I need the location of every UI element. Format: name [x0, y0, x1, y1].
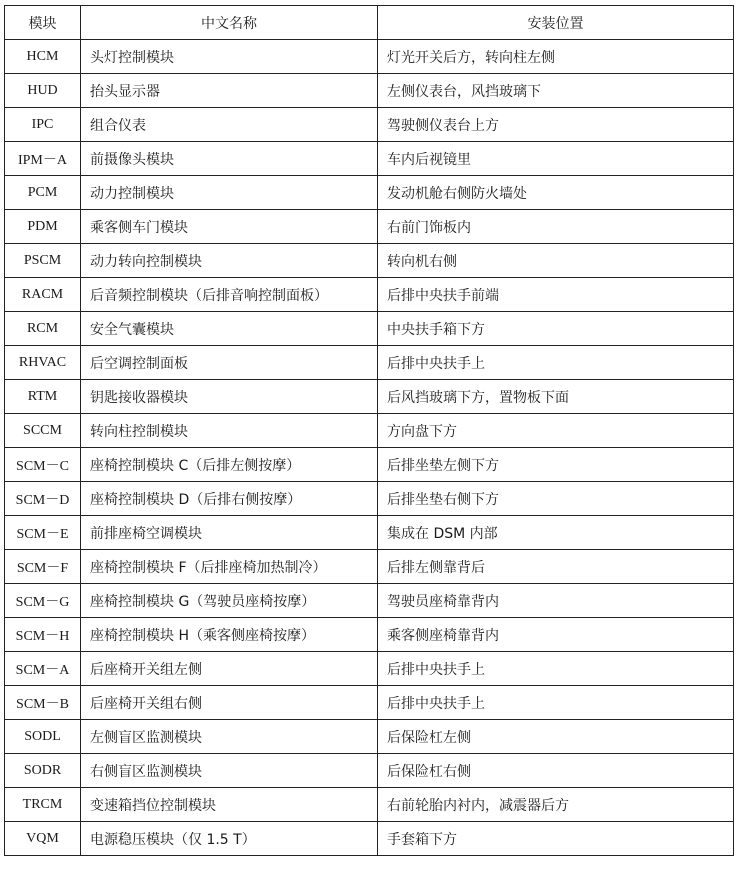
install-location-cell: 后排中央扶手上: [378, 652, 734, 686]
install-location-cell: 驾驶侧仪表台上方: [378, 108, 734, 142]
table-row: [5, 448, 734, 482]
module-name-cell: 座椅控制模块 F（后排座椅加热制冷）: [81, 550, 378, 584]
module-code-cell: PCM: [5, 176, 81, 210]
module-code-cell: SCM－D: [5, 482, 81, 516]
module-name-cell: 头灯控制模块: [81, 40, 378, 74]
install-location-cell: 手套箱下方: [378, 822, 734, 856]
table-row: [5, 720, 734, 754]
install-location-cell: 后保险杠右侧: [378, 754, 734, 788]
module-name-cell: 左侧盲区监测模块: [81, 720, 378, 754]
table-row: [5, 754, 734, 788]
module-code-cell: IPM－A: [5, 142, 81, 176]
module-name-cell: 后空调控制面板: [81, 346, 378, 380]
module-code-cell: TRCM: [5, 788, 81, 822]
table-row: [5, 652, 734, 686]
install-location-cell: 车内后视镜里: [378, 142, 734, 176]
install-location-cell: 驾驶员座椅靠背内: [378, 584, 734, 618]
install-location-cell: 后排中央扶手上: [378, 686, 734, 720]
module-code-cell: VQM: [5, 822, 81, 856]
install-location-cell: 后排中央扶手前端: [378, 278, 734, 312]
module-code-cell: HUD: [5, 74, 81, 108]
table-row: [5, 686, 734, 720]
table-row: [5, 516, 734, 550]
module-code-cell: SODL: [5, 720, 81, 754]
module-name-cell: 动力控制模块: [81, 176, 378, 210]
install-location-cell: 发动机舱右侧防火墙处: [378, 176, 734, 210]
module-name-cell: 座椅控制模块 C（后排左侧按摩）: [81, 448, 378, 482]
module-code-cell: SCCM: [5, 414, 81, 448]
module-code-cell: IPC: [5, 108, 81, 142]
table-row: [5, 142, 734, 176]
module-code-cell: SCM－G: [5, 584, 81, 618]
module-code-cell: SODR: [5, 754, 81, 788]
module-code-cell: RCM: [5, 312, 81, 346]
table-row: [5, 346, 734, 380]
module-name-cell: 后音频控制模块（后排音响控制面板）: [81, 278, 378, 312]
header-install-location: 安装位置: [378, 6, 734, 40]
module-code-cell: PSCM: [5, 244, 81, 278]
install-location-cell: 方向盘下方: [378, 414, 734, 448]
module-location-table: [4, 5, 734, 856]
table-row: [5, 108, 734, 142]
table-row: [5, 210, 734, 244]
table-row: [5, 176, 734, 210]
table-row: [5, 482, 734, 516]
module-name-cell: 电源稳压模块（仅 1.5 T）: [81, 822, 378, 856]
module-name-cell: 右侧盲区监测模块: [81, 754, 378, 788]
install-location-cell: 转向机右侧: [378, 244, 734, 278]
table-body: [5, 40, 734, 856]
install-location-cell: 后风挡玻璃下方，置物板下面: [378, 380, 734, 414]
install-location-cell: 乘客侧座椅靠背内: [378, 618, 734, 652]
table-row: [5, 380, 734, 414]
header-chinese-name: 中文名称: [81, 6, 378, 40]
install-location-cell: 后排坐垫右侧下方: [378, 482, 734, 516]
table-row: [5, 788, 734, 822]
module-name-cell: 座椅控制模块 D（后排右侧按摩）: [81, 482, 378, 516]
install-location-cell: 后排左侧靠背后: [378, 550, 734, 584]
table-row: [5, 414, 734, 448]
module-name-cell: 转向柱控制模块: [81, 414, 378, 448]
install-location-cell: 左侧仪表台，风挡玻璃下: [378, 74, 734, 108]
table-row: [5, 312, 734, 346]
module-name-cell: 后座椅开关组左侧: [81, 652, 378, 686]
table-row: [5, 278, 734, 312]
module-code-cell: RHVAC: [5, 346, 81, 380]
table-row: [5, 550, 734, 584]
table-row: [5, 822, 734, 856]
header-row: [5, 6, 734, 40]
module-code-cell: RTM: [5, 380, 81, 414]
module-code-cell: HCM: [5, 40, 81, 74]
module-name-cell: 钥匙接收器模块: [81, 380, 378, 414]
table-header: [5, 6, 734, 40]
table-row: [5, 584, 734, 618]
install-location-cell: 右前轮胎内衬内，减震器后方: [378, 788, 734, 822]
module-code-cell: SCM－H: [5, 618, 81, 652]
module-code-cell: PDM: [5, 210, 81, 244]
module-code-cell: SCM－B: [5, 686, 81, 720]
install-location-cell: 右前门饰板内: [378, 210, 734, 244]
table-row: [5, 74, 734, 108]
install-location-cell: 中央扶手箱下方: [378, 312, 734, 346]
module-name-cell: 变速箱挡位控制模块: [81, 788, 378, 822]
table-row: [5, 40, 734, 74]
install-location-cell: 后保险杠左侧: [378, 720, 734, 754]
module-code-cell: SCM－F: [5, 550, 81, 584]
install-location-cell: 后排坐垫左侧下方: [378, 448, 734, 482]
table-row: [5, 244, 734, 278]
header-module: 模块: [5, 6, 81, 40]
module-name-cell: 座椅控制模块 G（驾驶员座椅按摩）: [81, 584, 378, 618]
table-row: [5, 618, 734, 652]
module-name-cell: 安全气囊模块: [81, 312, 378, 346]
module-name-cell: 后座椅开关组右侧: [81, 686, 378, 720]
module-name-cell: 乘客侧车门模块: [81, 210, 378, 244]
module-name-cell: 前排座椅空调模块: [81, 516, 378, 550]
module-code-cell: RACM: [5, 278, 81, 312]
module-name-cell: 组合仪表: [81, 108, 378, 142]
install-location-cell: 灯光开关后方，转向柱左侧: [378, 40, 734, 74]
module-name-cell: 动力转向控制模块: [81, 244, 378, 278]
install-location-cell: 集成在 DSM 内部: [378, 516, 734, 550]
module-code-cell: SCM－C: [5, 448, 81, 482]
module-name-cell: 抬头显示器: [81, 74, 378, 108]
module-code-cell: SCM－A: [5, 652, 81, 686]
module-name-cell: 前摄像头模块: [81, 142, 378, 176]
install-location-cell: 后排中央扶手上: [378, 346, 734, 380]
module-name-cell: 座椅控制模块 H（乘客侧座椅按摩）: [81, 618, 378, 652]
module-code-cell: SCM－E: [5, 516, 81, 550]
